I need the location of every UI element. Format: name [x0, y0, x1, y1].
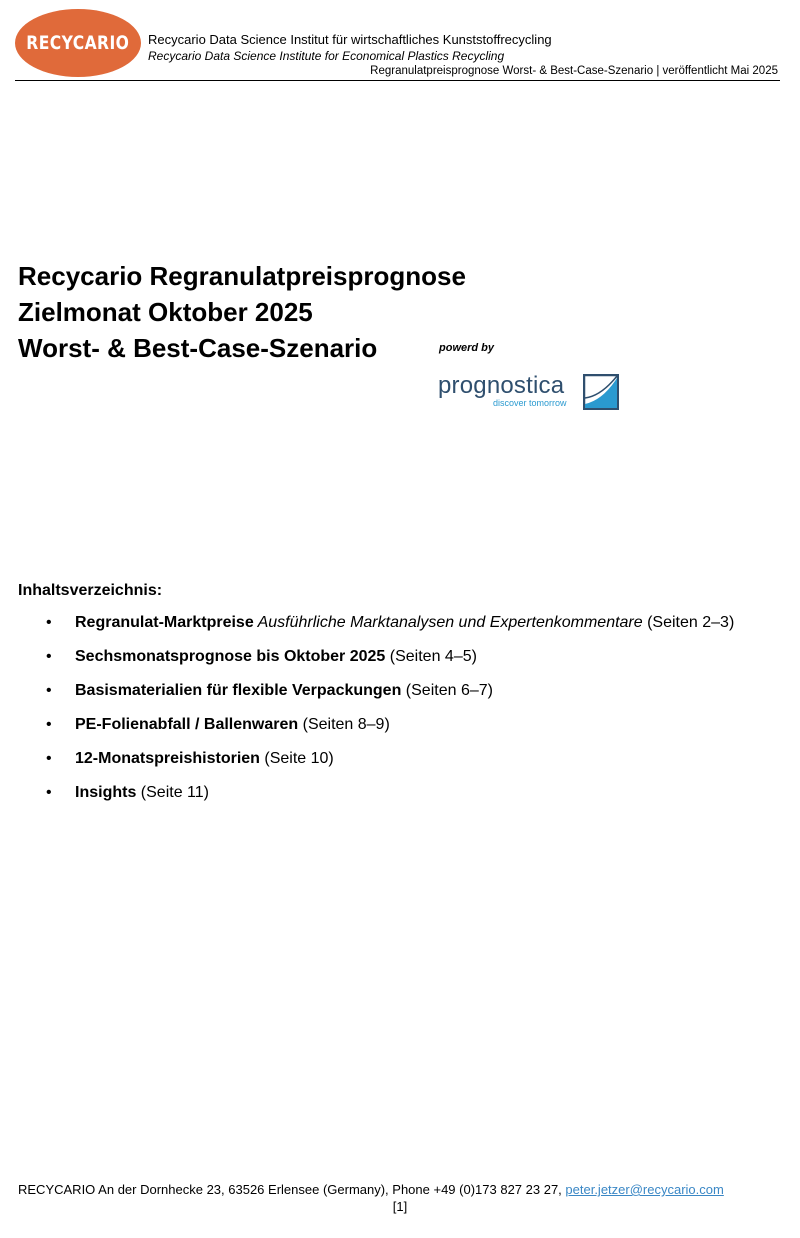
page-footer: [18, 1182, 724, 1197]
toc-item-title: Basismaterialien für flexible Verpackungen: [75, 682, 402, 699]
header-institute-en: Recycario Data Science Institute for Economical Plastics Recycling: [148, 49, 505, 63]
page-number: [1]: [392, 1199, 408, 1214]
recycario-logo: [15, 9, 141, 77]
prognostica-square-icon: [583, 374, 619, 410]
toc-item-pages: (Seiten 8–9): [298, 716, 390, 733]
bullet-icon: •: [46, 716, 52, 733]
page-header: [0, 0, 800, 82]
title-line-1: Recycario Regranulatpreisprognose: [18, 261, 466, 291]
toc-item-title: PE-Folienabfall / Ballenwaren: [75, 716, 299, 733]
bullet-icon: •: [46, 648, 52, 665]
toc-item-subtitle: Ausführliche Marktanalysen und Expertenkommentare: [253, 614, 643, 631]
toc-item-pages: (Seiten 6–7): [401, 682, 493, 699]
header-divider: [15, 80, 780, 81]
toc-item-title: Insights: [75, 784, 137, 801]
recycario-logo-text: RECYCARIO: [26, 32, 130, 54]
toc-item-pages: (Seite 11): [136, 784, 209, 801]
title-line-2: Zielmonat Oktober 2025: [18, 297, 313, 327]
bullet-icon: •: [46, 784, 52, 801]
toc-item-pages: (Seiten 2–3): [642, 614, 735, 631]
prognostica-logo: [438, 372, 628, 414]
bullet-icon: •: [46, 614, 52, 631]
prognostica-tagline: discover tomorrow: [493, 398, 567, 408]
header-report-info: Regranulatpreisprognose Worst- & Best-Case-Szenario | veröffentlicht Mai 2025: [370, 65, 778, 77]
toc-item-title: Regranulat-Marktpreise: [75, 614, 254, 631]
title-line-3: Worst- & Best-Case-Szenario: [18, 333, 378, 363]
footer-email-link[interactable]: peter.jetzer@recycario.com: [565, 1182, 724, 1197]
powered-by-label: powerd by: [439, 342, 495, 354]
toc-item-title: 12-Monatspreishistorien: [75, 750, 260, 767]
header-institute-de: Recycario Data Science Institut für wirtschaftliches Kunststoffrecycling: [148, 32, 552, 47]
toc-heading: Inhaltsverzeichnis:: [18, 582, 163, 599]
document-title: [18, 258, 466, 366]
prognostica-wordmark: prognostica: [438, 372, 565, 399]
bullet-icon: •: [46, 750, 52, 767]
toc-item-pages: (Seite 10): [259, 750, 334, 767]
bullet-icon: •: [46, 682, 52, 699]
toc-item-title: Sechsmonatsprognose bis Oktober 2025: [75, 648, 386, 665]
toc-item-pages: (Seiten 4–5): [385, 648, 477, 665]
footer-address: RECYCARIO An der Dornhecke 23, 63526 Erlensee (Germany), Phone +49 (0)173 827 23 27,: [18, 1182, 566, 1197]
